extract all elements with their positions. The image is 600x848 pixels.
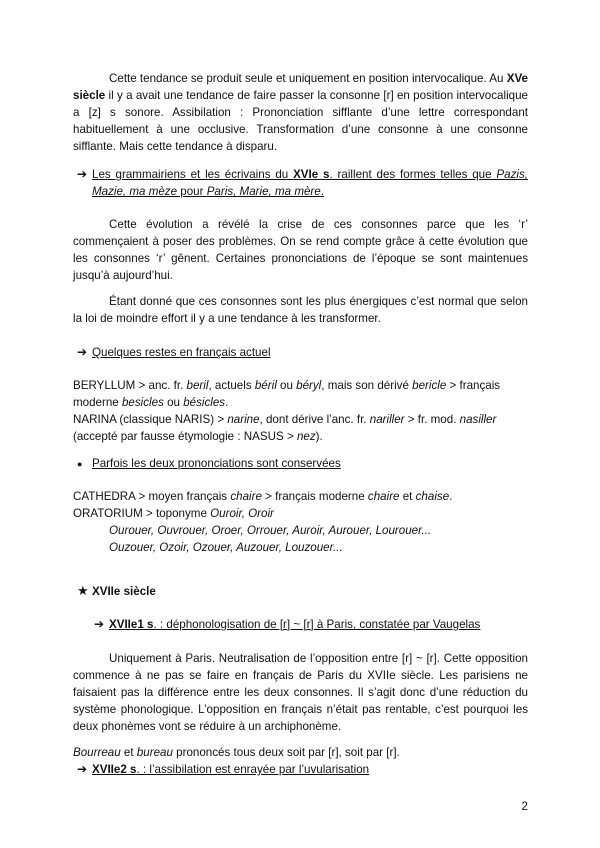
- arrow-icon: ➔: [77, 762, 88, 776]
- text: . raillent des formes telles que: [329, 168, 497, 181]
- italic-word: bericle: [412, 379, 447, 392]
- italic-word: nez: [296, 430, 316, 443]
- arrow-item-grammairiens: [77, 166, 528, 200]
- arrow-icon: ➔: [94, 617, 105, 631]
- underlined-heading: Quelques restes en français actuel: [92, 346, 271, 359]
- italic-word: béryl: [296, 379, 322, 392]
- text: NARINA (classique NARIS) >: [73, 413, 228, 426]
- italic-word: chaise: [415, 490, 450, 503]
- text: BERYLLUM > anc. fr.: [73, 379, 187, 392]
- italic-word: narine: [227, 413, 260, 426]
- bold-century: XVIe s: [293, 168, 330, 181]
- text: , actuels: [208, 379, 255, 392]
- text: > français moderne: [73, 379, 501, 409]
- italic-word: béril: [254, 379, 277, 392]
- italic-forms: Pazis, Mazie, ma mèze: [92, 168, 528, 198]
- text: pour: [177, 185, 207, 198]
- text: CATHEDRA > moyen français: [73, 490, 231, 503]
- text: et: [399, 490, 416, 503]
- underlined-heading: Parfois les deux prononciations sont conservées: [92, 457, 341, 470]
- paragraph-narina: [73, 411, 528, 445]
- section-title: XVIIe siècle: [92, 585, 156, 598]
- text: Cette tendance se produit seule et uniquement en position intervocalique. Au: [109, 72, 507, 85]
- text: .: [320, 185, 324, 198]
- star-icon: ★: [77, 583, 89, 598]
- paragraph-neutralisation: Uniquement à Paris. Neutralisation de l’opposition entre [r] ~ [r]. Cette opposition commence à ne pas se faire en français de Paris du XVIIe siècle. Les parisiens ne faisaient pas la différence entre les deux consonnes. Il s’agit donc d’une réduction du système phonologique. L’opposition en français n’était pas rentable, c’est pourquoi les deux phonèmes vont se réduire à un archiphonème.: [73, 652, 528, 733]
- oratorium-toponyms-line-2: Ouzouer, Ozoir, Ozouer, Auzouer, Louzouer...: [109, 541, 343, 554]
- arrow-item-restes: [77, 344, 528, 361]
- arrow-icon: ➔: [77, 345, 88, 359]
- text: ou: [276, 379, 297, 392]
- bullet-item-prononciations: [77, 455, 528, 472]
- italic-word: besicles: [121, 396, 164, 409]
- paragraph-assibilation: [73, 70, 528, 155]
- underlined-sentence: [92, 763, 369, 776]
- text: , dont dérive l’anc. fr.: [259, 413, 370, 426]
- text: . : l’assibilation est enrayée par l’uvularisation: [136, 763, 370, 776]
- italic-forms: Paris, Marie, ma mère: [206, 185, 321, 198]
- bullet-icon: ●: [77, 459, 83, 469]
- paragraph-beryllum: [73, 377, 528, 411]
- text: (accepté par fausse étymologie : NASUS >: [73, 430, 297, 443]
- text: et: [120, 746, 137, 759]
- page-number: 2: [521, 800, 528, 813]
- text: prononcés tous deux soit par [r], soit par [r].: [172, 746, 400, 759]
- oratorium-toponyms-line-1: Ourouer, Ouvrouer, Oroer, Orrouer, Auroir, Aurouer, Lourouer...: [109, 524, 432, 537]
- italic-word: Bourreau: [73, 746, 121, 759]
- paragraph-bourreau: [73, 744, 528, 761]
- text: > fr. mod.: [404, 413, 460, 426]
- arrow-item-xviie1: [94, 616, 528, 633]
- text: ).: [315, 430, 323, 443]
- bold-century: XVIIe1 s: [109, 618, 154, 631]
- text: il y a avait une tendance de faire passer la consonne [r] en position intervocalique a [z] s sonore. Assibilation : Prononciation sifflante d’une lettre correspondant habituellement à une occlusive. Transformation d’une consonne à une consonne sifflante. Mais cette tendance à disparu.: [73, 89, 528, 153]
- italic-word: bésicles: [183, 396, 226, 409]
- arrow-item-xviie2: [77, 761, 528, 778]
- italic-word: beril: [186, 379, 209, 392]
- text: ou: [163, 396, 184, 409]
- section-heading-xviie: [77, 583, 528, 600]
- bold-century: XVIIe2 s: [92, 763, 137, 776]
- bold-century: XVe siècle: [73, 72, 528, 102]
- underlined-sentence: [92, 168, 528, 198]
- text: .: [449, 490, 453, 503]
- text: , mais son dérivé: [321, 379, 413, 392]
- paragraph-energiques: Étant donné que ces consonnes sont les plus énergiques c’est normal que selon la loi de moindre effort il y a une tendance à les transformer.: [73, 295, 528, 325]
- text: > français moderne: [261, 490, 368, 503]
- text: Les grammairiens et les écrivains du: [92, 168, 294, 181]
- italic-word: chaire: [367, 490, 400, 503]
- arrow-icon: ➔: [77, 167, 88, 181]
- text: .: [225, 396, 229, 409]
- paragraph-evolution: Cette évolution a révélé la crise de ces consonnes parce que les ‘r’ commençaient à poser des problèmes. On se rend compte grâce à cette évolution que les consonnes ‘r’ gênent. Certaines prononciations de l’époque se sont maintenues jusqu’à aujourd’hui.: [73, 218, 528, 282]
- italic-word: nasiller: [459, 413, 497, 426]
- paragraph-cathedra: [73, 488, 528, 505]
- italic-word: chaire: [230, 490, 262, 503]
- italic-word: Ouroir, Oroir: [210, 507, 274, 520]
- italic-word: bureau: [136, 746, 173, 759]
- text: . : déphonologisation de [r] ~ [r] à Paris, constatée par Vaugelas: [153, 618, 481, 631]
- underlined-sentence: [109, 618, 480, 631]
- italic-word: nariller: [369, 413, 405, 426]
- paragraph-oratorium: [73, 505, 528, 522]
- text: ORATORIUM > toponyme: [73, 507, 211, 520]
